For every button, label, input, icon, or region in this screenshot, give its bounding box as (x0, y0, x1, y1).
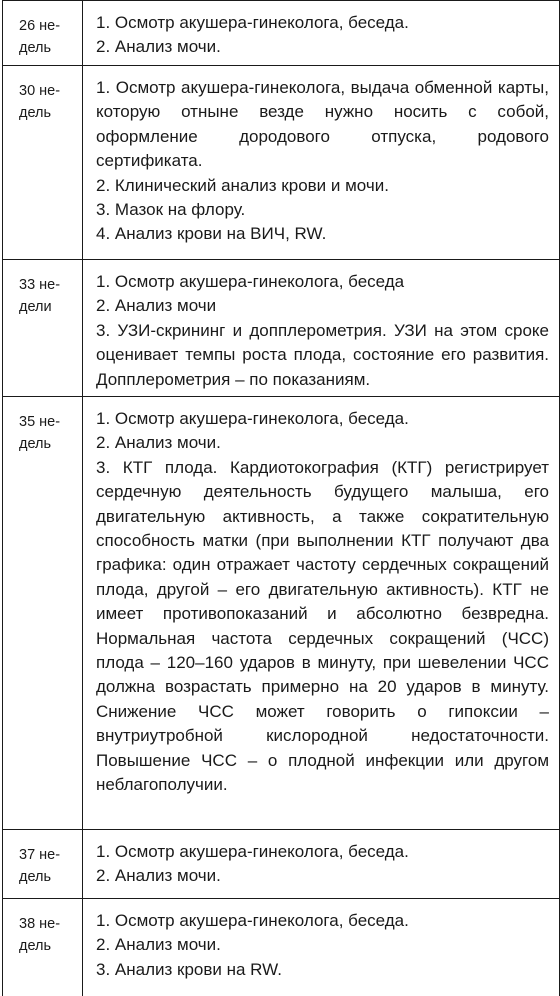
exam-item: 3. Анализ крови на RW. (96, 959, 282, 979)
exam-item: 1. Осмотр акушера-гинеколога, беседа (96, 272, 405, 291)
table-row (3, 397, 559, 830)
week-label-line: 35 не- (19, 414, 61, 430)
week-label-line: дель (19, 40, 52, 56)
exam-item: 2. Анализ мочи (96, 296, 217, 316)
exam-item: 2. Анализ мочи. (96, 433, 221, 453)
week-label-line: дель (19, 105, 52, 121)
exam-list (83, 260, 559, 396)
week-label-line: 38 не- (19, 916, 61, 932)
week-label-line: дели (19, 299, 52, 315)
week-label-line: дель (19, 436, 52, 452)
exam-item: 3. Мазок на флору. (96, 200, 246, 220)
exam-item: 3. КТГ плода. Кардиотокография (КТГ) регистрирует сердечную деятельность будущего малыша, его двигательную активность, а также сократительную способность матки (при выполнении КТГ получают два графика: один отражает частоту сердечных сокращений плода, другой – его двигательную активность). КТГ не имеет противопоказаний и абсолютно безвредна. Нормальная частота сердечных сокращений (ЧСС) плода – 120–160 ударов в минуту, при шевелении ЧСС должна возрастать примерно на 20 ударов в минуту. Снижение ЧСС может говорить о гипоксии – внутриутробной кислородной недостаточности. Повышение ЧСС – о плодной инфекции или другом неблагополучии. (96, 457, 549, 795)
exam-list (83, 397, 559, 829)
exam-item: 2. Анализ мочи. (96, 866, 221, 886)
week-cell (3, 260, 83, 396)
exam-item: 4. Анализ крови на ВИЧ, RW. (96, 224, 327, 244)
exam-schedule-table (2, 0, 560, 996)
week-cell (3, 397, 83, 829)
week-cell (3, 66, 83, 259)
table-row (3, 260, 559, 397)
table-row (3, 66, 559, 260)
table-row (3, 899, 559, 996)
week-label-line: 37 не- (19, 847, 61, 863)
week-label-line: 30 не- (19, 83, 61, 99)
exam-list (83, 830, 559, 898)
exam-item: 1. Осмотр акушера-гинеколога, беседа. (96, 13, 409, 32)
week-label-line: дель (19, 869, 52, 885)
week-label-line: дель (19, 938, 52, 954)
exam-item: 2. Анализ мочи. (96, 37, 221, 57)
exam-list (83, 66, 559, 259)
exam-item: 1. Осмотр акушера-гинеколога, беседа. (96, 409, 409, 428)
exam-list (83, 899, 559, 996)
exam-item: 2. Клинический анализ крови и мочи. (96, 175, 389, 195)
exam-item: 2. Анализ мочи. (96, 935, 221, 955)
exam-item: 3. УЗИ-скрининг и допплерометрия. УЗИ на этом сроке оценивает темпы роста плода, состояние его развития. Допплерометрия – по показаниям. (96, 320, 549, 389)
exam-item: 1. Осмотр акушера-гинеколога, выдача обменной карты, которую отныне везде нужно носить с собой, оформление дородового отпуска, родового сертификата. (96, 78, 549, 171)
week-cell (3, 830, 83, 898)
week-label-line: 33 не- (19, 277, 61, 293)
exam-item: 1. Осмотр акушера-гинеколога, беседа. (96, 911, 409, 930)
table-row (3, 0, 559, 66)
week-label-line: 26 не- (19, 18, 61, 34)
exam-list (83, 1, 559, 65)
exam-item: 1. Осмотр акушера-гинеколога, беседа. (96, 842, 409, 861)
table-row (3, 830, 559, 899)
week-cell (3, 1, 83, 65)
week-cell (3, 899, 83, 996)
